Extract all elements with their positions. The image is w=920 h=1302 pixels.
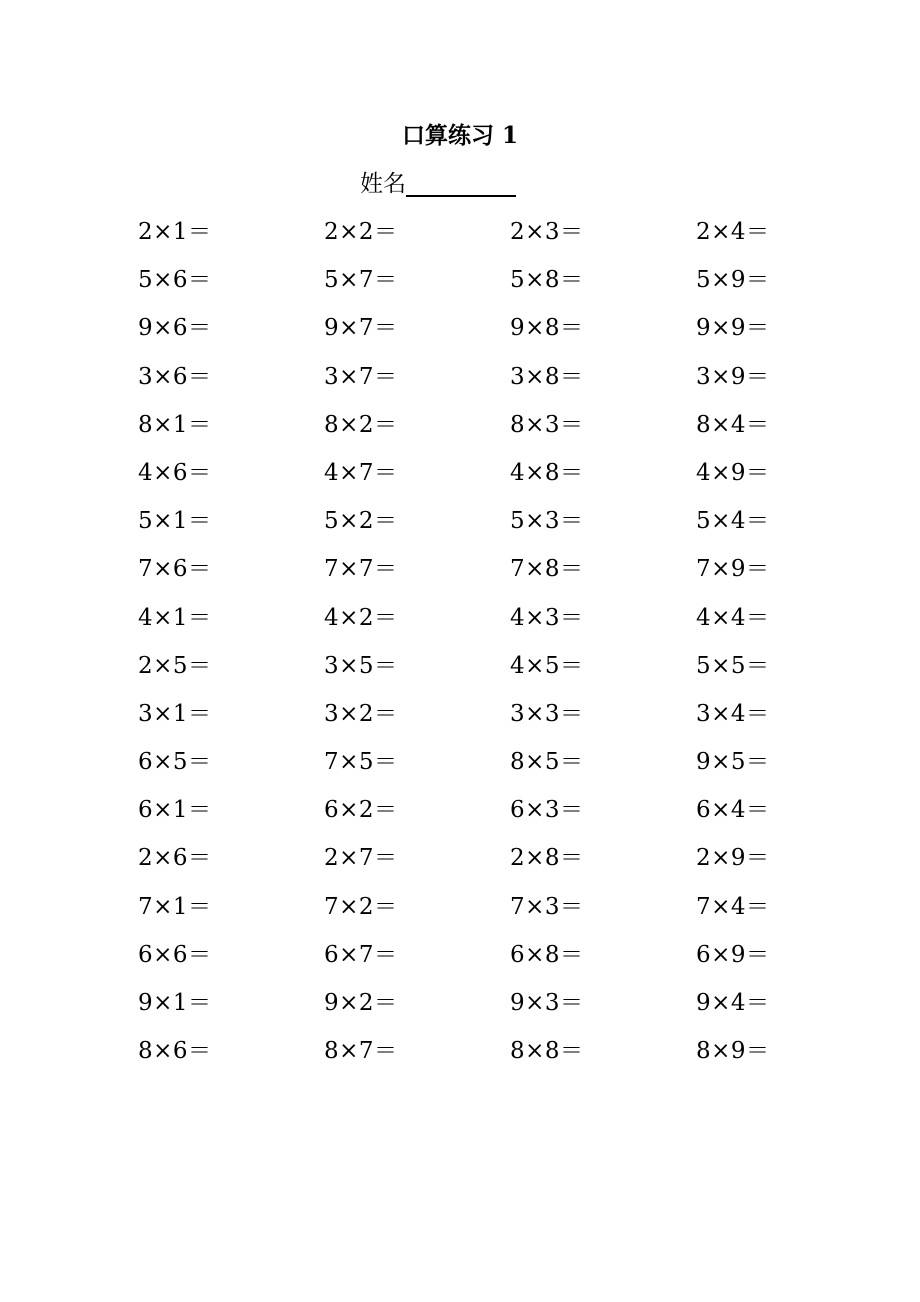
- math-problem: 3×9＝: [696, 363, 770, 390]
- math-problem: 9×5＝: [696, 749, 770, 776]
- math-problem: 5×4＝: [696, 508, 770, 535]
- math-problem: 5×1＝: [138, 508, 212, 535]
- math-problem: 6×4＝: [696, 797, 770, 824]
- math-problem: 4×3＝: [510, 604, 584, 631]
- math-problem: 4×7＝: [324, 459, 398, 486]
- math-problem: 6×9＝: [696, 941, 770, 968]
- math-problem: 8×2＝: [324, 411, 398, 438]
- math-problem: 3×6＝: [138, 363, 212, 390]
- math-problem: 4×1＝: [138, 604, 212, 631]
- math-problem: 8×1＝: [138, 411, 212, 438]
- math-problem: 4×9＝: [696, 459, 770, 486]
- math-problem: 5×6＝: [138, 267, 212, 294]
- math-problem: 3×7＝: [324, 363, 398, 390]
- math-problem: 6×7＝: [324, 941, 398, 968]
- name-blank-line[interactable]: [406, 195, 516, 197]
- math-problem: 3×8＝: [510, 363, 584, 390]
- math-problem: 4×5＝: [510, 652, 584, 679]
- math-problem: 6×6＝: [138, 941, 212, 968]
- math-problem: 6×5＝: [138, 749, 212, 776]
- math-problem: 2×6＝: [138, 845, 212, 872]
- math-problem: 4×6＝: [138, 459, 212, 486]
- math-problem: 2×2＝: [324, 219, 398, 245]
- math-problem: 2×8＝: [510, 845, 584, 872]
- math-problem: 8×7＝: [324, 1038, 398, 1065]
- math-problem: 7×1＝: [138, 893, 212, 920]
- math-problem: 3×1＝: [138, 700, 212, 727]
- math-problem: 9×7＝: [324, 315, 398, 342]
- name-field[interactable]: [360, 166, 516, 202]
- math-problem: 8×5＝: [510, 749, 584, 776]
- math-problem: 2×4＝: [696, 219, 770, 245]
- math-problem: 8×3＝: [510, 411, 584, 438]
- math-problem: 2×7＝: [324, 845, 398, 872]
- math-problem: 7×5＝: [324, 749, 398, 776]
- problem-grid: [138, 208, 818, 1075]
- math-problem: 6×3＝: [510, 797, 584, 824]
- math-problem: 3×3＝: [510, 700, 584, 727]
- math-problem: 8×6＝: [138, 1038, 212, 1065]
- worksheet-title: 口算练习 1: [401, 122, 518, 149]
- math-problem: 2×5＝: [138, 652, 212, 679]
- math-problem: 9×2＝: [324, 990, 398, 1016]
- math-problem: 4×8＝: [510, 459, 584, 486]
- math-problem: 2×3＝: [510, 219, 584, 245]
- math-problem: 3×4＝: [696, 700, 770, 727]
- math-problem: 9×8＝: [510, 315, 584, 342]
- math-problem: 2×9＝: [696, 845, 770, 872]
- math-problem: 9×9＝: [696, 315, 770, 342]
- math-problem: 7×4＝: [696, 893, 770, 920]
- name-label: 姓名: [360, 171, 406, 197]
- math-problem: 6×8＝: [510, 941, 584, 968]
- math-problem: 7×9＝: [696, 556, 770, 583]
- math-problem: 4×4＝: [696, 604, 770, 631]
- math-problem: 9×4＝: [696, 990, 770, 1016]
- math-problem: 6×2＝: [324, 797, 398, 824]
- math-problem: 7×6＝: [138, 556, 212, 583]
- math-problem: 4×2＝: [324, 604, 398, 631]
- math-problem: 8×9＝: [696, 1038, 770, 1065]
- math-problem: 5×2＝: [324, 508, 398, 535]
- math-problem: 9×1＝: [138, 990, 212, 1016]
- math-problem: 5×8＝: [510, 267, 584, 294]
- math-problem: 9×6＝: [138, 315, 212, 342]
- math-problem: 5×9＝: [696, 267, 770, 294]
- math-problem: 3×2＝: [324, 700, 398, 727]
- math-problem: 2×1＝: [138, 219, 212, 245]
- math-problem: 6×1＝: [138, 797, 212, 824]
- math-problem: 5×5＝: [696, 652, 770, 679]
- math-problem: 8×4＝: [696, 411, 770, 438]
- math-problem: 7×8＝: [510, 556, 584, 583]
- math-problem: 5×7＝: [324, 267, 398, 294]
- math-problem: 9×3＝: [510, 990, 584, 1016]
- math-problem: 8×8＝: [510, 1038, 584, 1065]
- math-problem: 7×7＝: [324, 556, 398, 583]
- math-problem: 7×3＝: [510, 893, 584, 920]
- math-problem: 7×2＝: [324, 893, 398, 920]
- math-problem: 5×3＝: [510, 508, 584, 535]
- math-problem: 3×5＝: [324, 652, 398, 679]
